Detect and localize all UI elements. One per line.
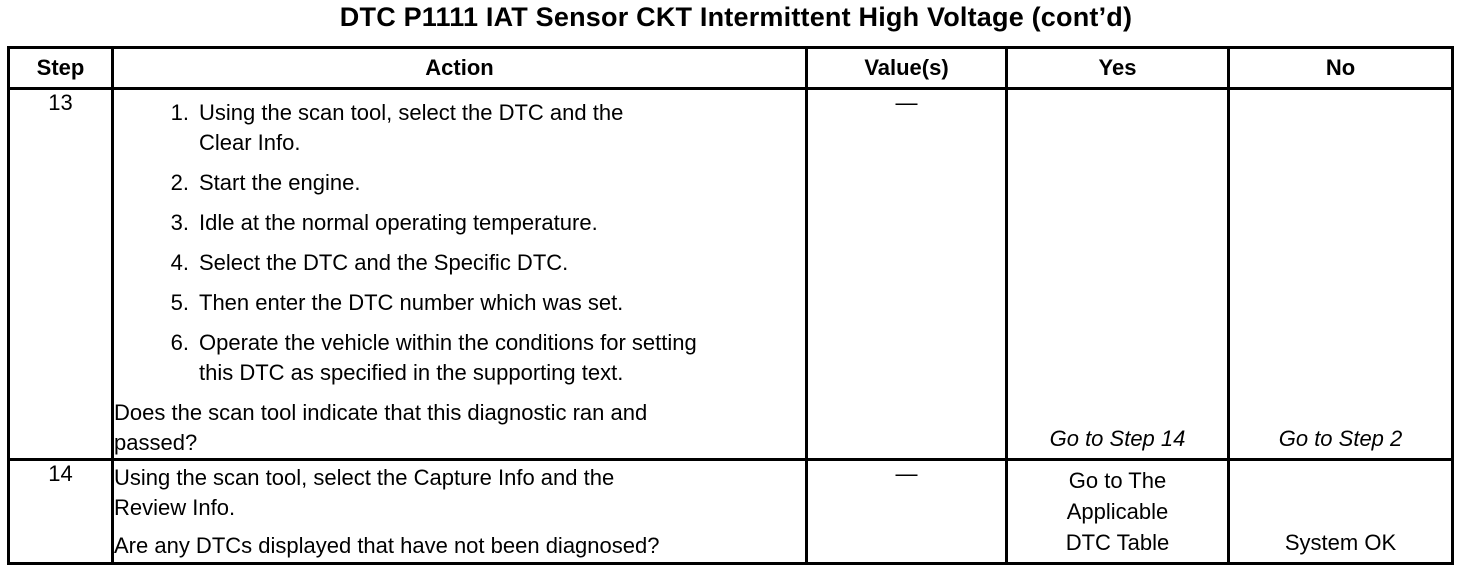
header-action: Action — [113, 48, 807, 89]
header-no: No — [1229, 48, 1453, 89]
value-cell: — — [807, 460, 1007, 564]
diagnostic-table — [7, 46, 1454, 565]
no-result: System OK — [1284, 530, 1397, 555]
question-line: Does the scan tool indicate that this diagnostic ran and — [114, 400, 648, 425]
no-cell — [1229, 89, 1453, 460]
table-row-step-14 — [9, 460, 1453, 564]
list-item — [114, 248, 805, 278]
yes-result: Go to Step 14 — [1049, 426, 1186, 451]
table-row-step-13 — [9, 89, 1453, 460]
list-item-text — [199, 98, 805, 158]
action-steps-list — [114, 98, 805, 388]
list-item — [114, 98, 805, 158]
header-yes: Yes — [1007, 48, 1229, 89]
action-line: Review Info. — [114, 495, 236, 520]
list-item-text: Start the engine. — [199, 170, 361, 195]
list-item-number: 6. — [170, 330, 189, 355]
no-cell — [1229, 460, 1453, 564]
list-item — [114, 208, 805, 238]
header-values: Value(s) — [807, 48, 1007, 89]
list-item-number: 2. — [170, 170, 189, 195]
list-item — [114, 288, 805, 318]
question-line: passed? — [114, 430, 198, 455]
header-step: Step — [9, 48, 113, 89]
step-number: 13 — [9, 89, 113, 460]
list-item-number: 3. — [170, 210, 189, 235]
list-item-text: Select the DTC and the Specific DTC. — [199, 250, 569, 275]
list-item-line: Clear Info. — [199, 130, 301, 155]
list-item-number: 4. — [170, 250, 189, 275]
list-item — [114, 168, 805, 198]
list-item-number: 5. — [170, 290, 189, 315]
diagnostic-question: Are any DTCs displayed that have not been diagnosed? — [114, 533, 660, 558]
no-result: Go to Step 2 — [1278, 426, 1403, 451]
action-cell — [113, 89, 807, 460]
list-item — [114, 328, 805, 388]
header-row — [9, 48, 1453, 89]
yes-result-line: DTC Table — [1065, 530, 1170, 555]
yes-cell — [1007, 460, 1229, 564]
action-cell — [113, 460, 807, 564]
list-item-line: Operate the vehicle within the conditions for setting — [199, 330, 697, 355]
list-item-line: this DTC as specified in the supporting text. — [199, 360, 624, 385]
action-line: Using the scan tool, select the Capture Info and the — [114, 465, 615, 490]
yes-result-line: Go to The — [1068, 468, 1167, 493]
list-item-line: Using the scan tool, select the DTC and the — [199, 100, 624, 125]
list-item-text: Then enter the DTC number which was set. — [199, 290, 624, 315]
yes-cell — [1007, 89, 1229, 460]
list-item-text — [199, 328, 805, 388]
diagnostic-question — [114, 398, 805, 458]
list-item-text: Idle at the normal operating temperature. — [199, 210, 598, 235]
yes-result-line: Applicable — [1066, 499, 1169, 524]
list-item-number: 1. — [170, 100, 189, 125]
step-number: 14 — [9, 460, 113, 564]
page-title: DTC P1111 IAT Sensor CKT Intermittent High Voltage (cont’d) — [339, 2, 1133, 32]
value-cell: — — [807, 89, 1007, 460]
